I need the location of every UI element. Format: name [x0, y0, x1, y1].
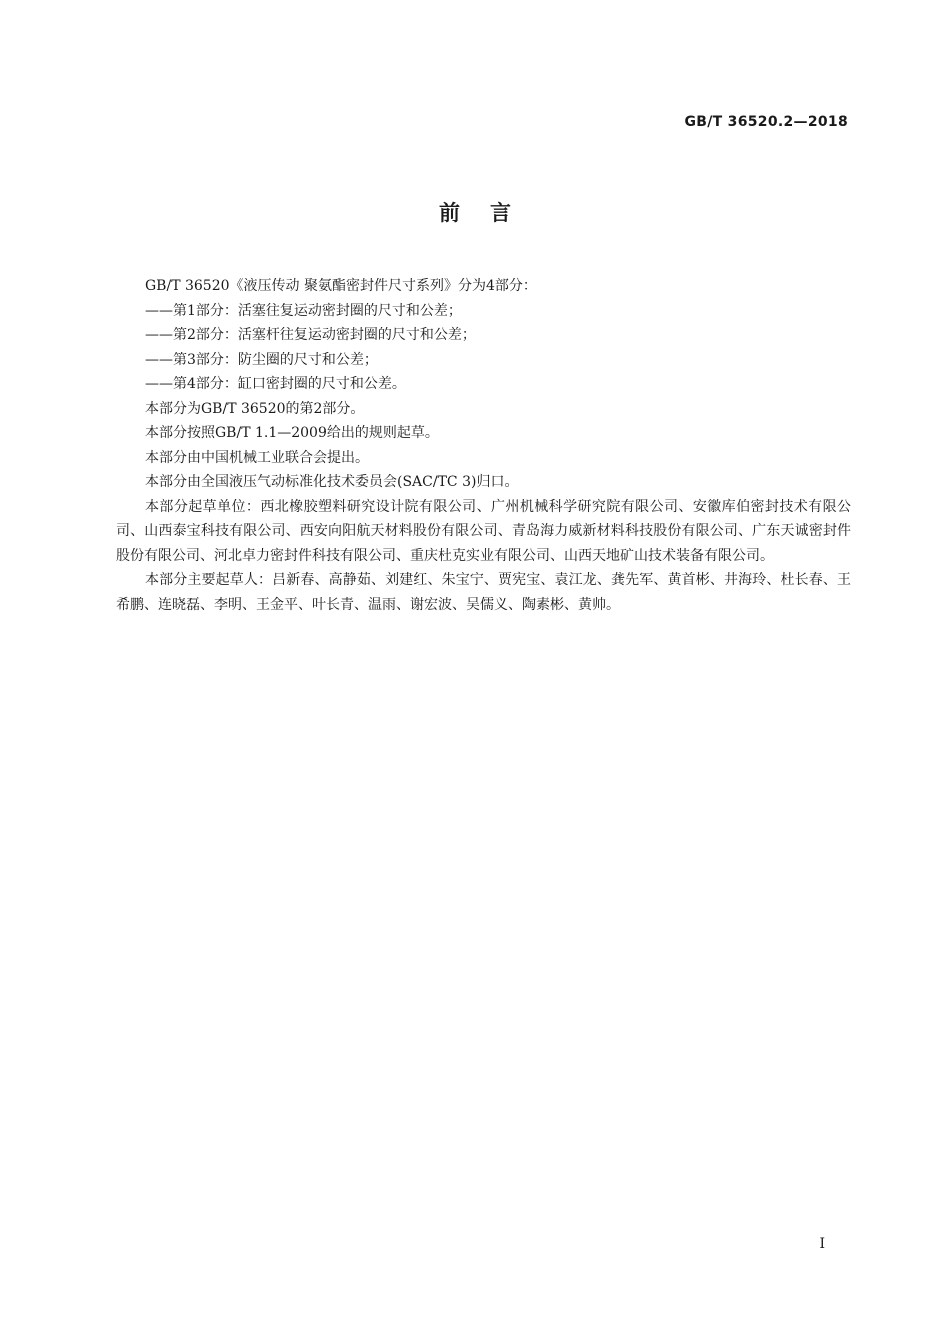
page-number: I — [819, 1236, 825, 1252]
foreword-body — [116, 274, 851, 617]
standard-code: GB/T 36520.2—2018 — [684, 114, 848, 130]
paragraph-drafters: 本部分主要起草人：吕新春、高静茹、刘建红、朱宝宁、贾宪宝、袁江龙、龚先军、黄首彬、井海玲、杜长春、王希鹏、连晓磊、李明、王金平、叶长青、温雨、谢宏波、吴儒义、陶素彬、黄帅。 — [116, 572, 851, 613]
paragraph-drafting-units: 本部分起草单位：西北橡胶塑料研究设计院有限公司、广州机械科学研究院有限公司、安徽库伯密封技术有限公司、山西泰宝科技有限公司、西安向阳航天材料股份有限公司、青岛海力威新材料科技股份有限公司、广东天诚密封件股份有限公司、河北卓力密封件科技有限公司、重庆杜克实业有限公司、山西天地矿山技术装备有限公司。 — [116, 498, 851, 564]
paragraph-under-jurisdiction: 本部分由全国液压气动标准化技术委员会(SAC/TC 3)归口。 — [145, 474, 519, 490]
page-title: 前言 — [439, 201, 541, 225]
paragraph-part-2: ——第2部分：活塞杆往复运动密封圈的尺寸和公差； — [145, 327, 476, 343]
paragraph-series-intro: GB/T 36520《液压传动 聚氨酯密封件尺寸系列》分为4部分： — [145, 278, 537, 294]
paragraph-part-1: ——第1部分：活塞往复运动密封圈的尺寸和公差； — [145, 302, 462, 319]
paragraph-part-3: ——第3部分：防尘圈的尺寸和公差； — [145, 351, 378, 368]
paragraph-proposed-by: 本部分由中国机械工业联合会提出。 — [145, 449, 369, 466]
paragraph-part-4: ——第4部分：缸口密封圈的尺寸和公差。 — [145, 376, 406, 392]
paragraph-drafting-rules: 本部分按照GB/T 1.1—2009给出的规则起草。 — [145, 425, 439, 441]
paragraph-this-part: 本部分为GB/T 36520的第2部分。 — [145, 400, 365, 417]
